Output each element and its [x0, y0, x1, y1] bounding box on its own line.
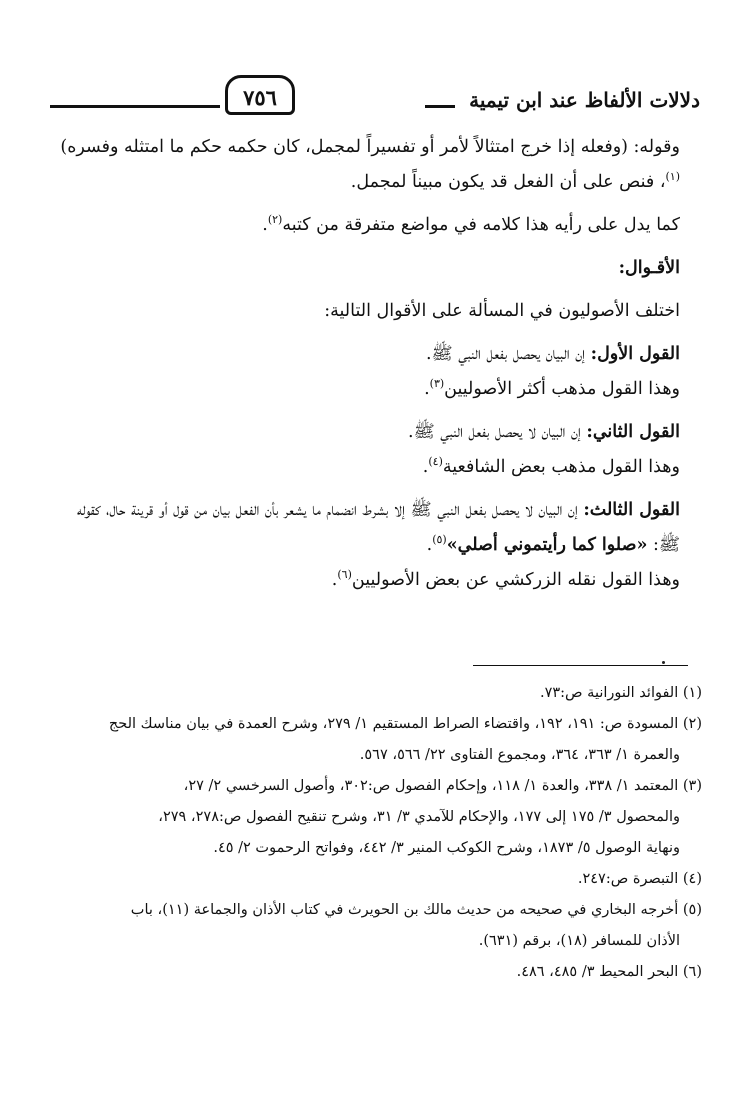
- header-rule-right: [425, 105, 455, 108]
- paragraph-evidence: كما يدل على رأيه هذا كلامه في مواضع متفرقة من كتبه$^{(٢)}$.: [262, 213, 680, 235]
- paragraph-intro: اختلف الأصوليون في المسألة على الأقوال التالية:: [324, 301, 680, 321]
- footnote-ref: (٦): [337, 568, 352, 582]
- footnote-3: (٣) المعتمد ١/ ٣٣٨، والعدة ١/ ١١٨، وإحكام الفصول ص:٣٠٢، وأصول السرخسي ٢/ ٢٧، والمحصول ٣/ ١٧٥ إلى ١٧٧، والإحكام للآمدي ٣/ ٣١، وشرح تنقيح الفصول ص:٢٧٨، ٢٧٩، ونهاية الوصول ٥/ ١٨٧٣، وشرح الكوكب المنير ٣/ ٤٤٢، وفواتح الرحموت ٢/ ٤٥.: [158, 778, 702, 856]
- paragraph-quote: وقوله: (وفعله إذا خرج امتثالاً لأمر أو تفسيراً لمجمل، كان حكمه حكم ما امتثله وفسره)$^{(١)}$، فنص على أن الفعل قد يكون مبيناً لمجمل.: [60, 137, 680, 192]
- opinion-3: القول الثالث: إن البيان لا يحصل بفعل النبي ﷺ إلا بشرط انضمام ما يشعر بأن الفعل بيان من قول أو قرينة حال، كقوله ﷺ: «صلوا كما رأيتموني أصلي»$^{(٥)}$.: [77, 500, 680, 555]
- footnote-4: (٤) التبصرة ص:٢٤٧.: [577, 871, 702, 887]
- header-rule-left: [50, 105, 220, 108]
- opinion-label: القول الأول:: [590, 344, 680, 364]
- section-heading: الأقـوال:: [618, 258, 680, 278]
- footnote-ref: (٥): [432, 533, 447, 547]
- footnote-ref: (١): [665, 170, 680, 184]
- opinion-3-support: وهذا القول نقله الزركشي عن بعض الأصوليين$^{(٦)}$.: [331, 568, 680, 590]
- hadith-quote: «صلوا كما رأيتموني أصلي»: [446, 535, 648, 555]
- opinion-1-support: وهذا القول مذهب أكثر الأصوليين$^{(٣)}$.: [424, 377, 680, 399]
- footnote-ref: (٢): [267, 213, 283, 227]
- opinion-2-support: وهذا القول مذهب بعض الشافعية$^{(٤)}$.: [422, 455, 680, 477]
- main-text: [55, 130, 702, 598]
- footnote-1: (١) الفوائد النورانية ص:٧٣.: [539, 685, 702, 701]
- footnote-separator: [473, 665, 688, 666]
- footnote-2: (٢) المسودة ص: ١٩١، ١٩٢، واقتضاء الصراط المستقيم ١/ ٢٧٩، وشرح العمدة في بيان مناسك الحج والعمرة ١/ ٣٦٣، ٣٦٤، ومجموع الفتاوى ٢٢/ ٥٦٦، ٥٦٧.: [108, 716, 702, 763]
- footnote-6: (٦) البحر المحيط ٣/ ٤٨٥، ٤٨٦.: [516, 964, 702, 980]
- opinion-label: القول الثالث:: [583, 500, 680, 520]
- page-header: [50, 70, 700, 120]
- opinion-1: القول الأول: إن البيان يحصل بفعل النبي ﷺ.: [425, 344, 680, 364]
- footnote-ref: (٣): [429, 377, 445, 391]
- opinion-2: القول الثاني: إن البيان لا يحصل بفعل النبي ﷺ.: [408, 422, 680, 442]
- running-title: دلالات الألفاظ عند ابن تيمية: [469, 88, 700, 112]
- footnote-ref: (٤): [428, 455, 443, 469]
- page-number: ٧٥٦: [225, 75, 295, 115]
- footnote-5: (٥) أخرجه البخاري في صحيحه من حديث مالك بن الحويرث في كتاب الأذان والجماعة (١١)، باب الأذان للمسافر (١٨)، برقم (٦٣١).: [130, 902, 702, 949]
- footnotes: [55, 678, 702, 988]
- opinion-label: القول الثاني:: [586, 422, 680, 442]
- print-speck: [662, 661, 665, 664]
